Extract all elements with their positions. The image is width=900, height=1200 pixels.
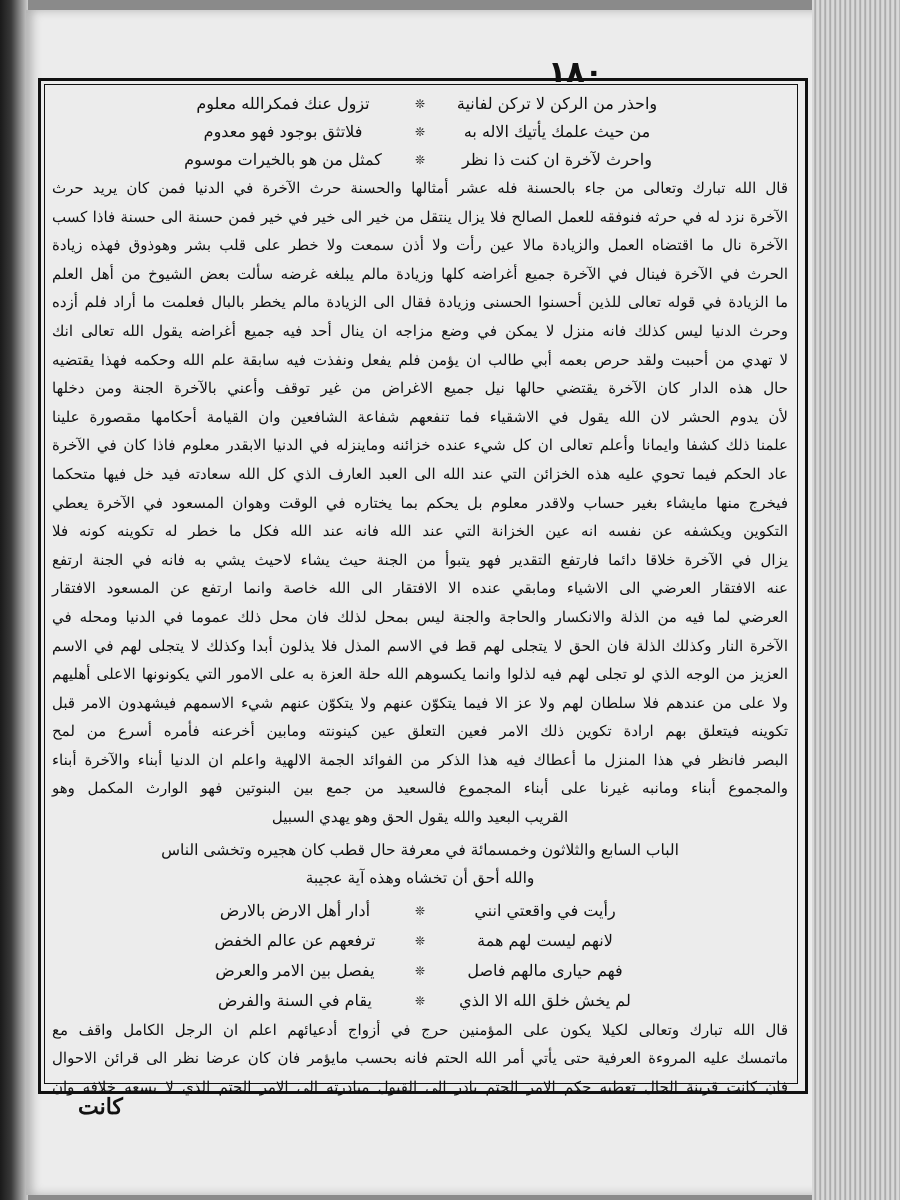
chapter-title-line-1: الباب السابع والثلاثون وخمسمائة في معرفة حال قطب كان هجيره وتخشى الناس: [161, 840, 679, 859]
text-line: ما الزيادة في قوله تعالى للذين أحسنوا الحسنى وزيادة فقال الى الزيادة مالم يخطر بالبال فعلمت ما أراد فلم أزده: [52, 293, 788, 312]
text-line: فان كانت قرينة الحال تعطيه حكم الامر الحتم بادر الى القبول مبادرته الى الامر الحتم الذي لا يسعه خلافه وان: [52, 1077, 788, 1096]
hemistich-right: واحرث لآخرة ان كنت ذا نظر: [462, 150, 652, 169]
chapter-heading: [52, 836, 788, 892]
prose-section-1: [52, 174, 788, 832]
text-line: القريب البعيد والله يقول الحق وهو يهدي السبيل: [271, 808, 569, 827]
verse-line: [52, 926, 788, 956]
chapter-title-line-2: والله أحق أن تخشاه وهذه آية عجيبة: [305, 868, 535, 887]
text-line: فيخرج منها مايشاء بغير حساب ولاقدر معلوم بل يحكم بما يختاره في الوقت وهوان المسعود في الآخرة يعطي: [52, 493, 788, 512]
text-line: لا تهدي من أحببت ولقد حرص بعمه أبي طالب ان يؤمن فلم يفعل ونفذت فيه سابقة علم الله وحكمه فهذا يقتضيه: [52, 350, 788, 369]
text-line: عنه الافتقار العرضي الى الاشياء ومابقي عنده الا الافتقار الى الله خاصة وانما ارتفع عن المسعود الافتقار: [52, 579, 788, 598]
prose-section-2: [52, 1016, 788, 1102]
hemistich-left: كمثل من هو بالخيرات موسوم: [184, 150, 382, 169]
text-line: الآخرة النار وكذلك الذلة فان الحق لا يتجلى لهم قط في الاسم المذل فلا يذلون أبدا وكذلك لا يتجلى لهم في الاسم: [52, 636, 788, 655]
text-line: البصر فانظر في هذا المنزل ما أعطاك فيه هذا الذكر من الفوائد الجمة الالهية واعلم ان الدنيا أبناء والآخرة أبناء: [52, 750, 788, 769]
hemistich-right: لم يخش خلق الله الا الذي: [459, 990, 631, 1010]
verse-separator: ❊: [414, 97, 426, 111]
hemistich-left: أدار أهل الارض بالارض: [219, 900, 371, 920]
verse-line: [52, 986, 788, 1016]
text-line: قال الله تبارك وتعالى من جاء بالحسنة فله عشر أمثالها والحسنة حرث الآخرة في الدنيا فمن كان يريد حرث: [52, 179, 788, 197]
text-block: [52, 90, 788, 1096]
text-line: التكوين ويكشفه عن نفسه انه عين الخزانة التي عند الله فانه عند الله فكل ما خطر له تكوينه كونه فلا: [52, 522, 788, 541]
hemistich-left: تزول عنك فمكرالله معلوم: [196, 94, 370, 113]
verse-line: [52, 118, 788, 146]
text-line: الحرث في الآخرة فينال في الآخرة جميع أغراضه كلها وزيادة مالم يبلغه غرضه سألت بعض الشيوخ من أهل العلم: [52, 264, 788, 283]
text-line: يزال في الآخرة خلاقا دائما فارتفع التقدير فهو يتبوأ من الجنة حيث يشاء لاحيث يشي به فانه في الجنة ارتفع: [52, 550, 788, 569]
verses-top: [52, 90, 788, 174]
verse-line: [52, 896, 788, 926]
text-line: الآخرة نال ما اقتضاه العمل والزيادة مالا عين رأت ولا أذن سمعت ولا خطر على قلب بشر وهوذوق فهذه زيادة: [52, 236, 788, 255]
page-stack-edges: [812, 0, 900, 1200]
text-line: ولا على من عندهم فلا سلطان لهم ولا عز الا فيما يتكوّن عنهم ولا يتكوّن عنهم شيء الاسمهم فيشهدون الامر قبل: [52, 693, 788, 712]
verse-separator: ❊: [414, 933, 426, 948]
text-line: عاد الحكم فيما تحوي عليه هذه الخزائن التي عند الله الى العبد العارف الذي كل الله سعادته فيد خل فيها متحكما: [52, 464, 788, 483]
verse-separator: ❊: [414, 125, 426, 139]
text-line: والمجموع أبناء ومانبه غيرنا على أبناء المجموع فالسعيد من جمع بين البنوتين فهو الوارث المكمل وهو: [52, 779, 788, 798]
text-line: تكوينه فيتعلق بهم ارادة تكوين ذلك الامر فعين التعلق عين كينونته ومابين أخرعنه فأمره أسرع من لمح: [52, 722, 788, 741]
text-line: لأن يدوم الحشر لان الله يقول في الاشقياء فما تنفعهم شفاعة الشافعين وان القيامة أحكامها مقصورة علينا: [52, 407, 788, 426]
text-line: ماتمسك عليه المروءة العرفية حتى يأتي أمر الله الحتم فانه بحسب مايؤمر فان كان عرضا نظر الى قرائن الاحوال: [52, 1049, 788, 1068]
text-line: وحرث الدنيا ليس كذلك فانه منزل لا يمكن في وضع مزاجه ان ينال أحد فيه جميع أغراضه يقول الله تعالى انك: [52, 321, 788, 340]
hemistich-left: يقام في السنة والفرض: [218, 990, 372, 1010]
verse-separator: ❊: [414, 993, 426, 1008]
text-line: العزيز من الوجه الذي لو تجلى لهم فيه لذلوا وانما يكسوهم الله حلة العزة به على الامور التي يكونونها الاعلى أهليهم: [52, 665, 788, 684]
verse-line: [52, 90, 788, 118]
left-page-edge: [0, 0, 28, 1200]
hemistich-right: لانهم ليست لهم همة: [477, 930, 613, 950]
verse-line: [52, 956, 788, 986]
verse-separator: ❊: [414, 963, 426, 978]
verses-bottom: [52, 896, 788, 1016]
hemistich-right: واحذر من الركن لا تركن لفانية: [456, 94, 658, 113]
catchword: كانت: [78, 1094, 123, 1120]
text-line: علمنا ذلك كشفا وايمانا وأعلم تعالى ان كل شيء عنده خزائنه وماينزله في الدنيا الابقدر معلوم فاذا كان في الآخرة: [52, 436, 788, 455]
verse-separator: ❊: [414, 153, 426, 167]
hemistich-right: فهم حيارى مالهم فاصل: [467, 960, 623, 980]
text-line: الآخرة نزد له في حرثه فنوفقه للعمل الصالح فلا يزال ينتقل من خير الى خير في خير فمن حسنة الى حسنة فاذا كسب: [52, 207, 788, 226]
text-line: حال هذه الدار كان الآخرة يقتضي حالها نيل جميع الاغراض من غير توقف وأعني بالآخرة الجنة ومن دخلها: [52, 379, 788, 398]
verse-separator: ❊: [414, 903, 426, 918]
text-line: العرضي لما فيه من الذلة والانكسار والحاجة والجنة ليس بمحل لذلك فان محل ذلك عموما في الدنيا ومحله في: [52, 607, 788, 626]
text-line: قال الله تبارك وتعالى لكيلا يكون على المؤمنين حرج في أزواج أدعيائهم اعلم ان الرجل الكامل واقف مع: [52, 1020, 788, 1039]
hemistich-right: من حيث علمك يأتيك الاله به: [463, 122, 651, 141]
hemistich-left: يفصل بين الامر والعرض: [215, 960, 375, 980]
hemistich-left: فلاتثق بوجود فهو معدوم: [203, 122, 363, 141]
hemistich-left: ترفعهم عن عالم الخفض: [214, 930, 376, 950]
hemistich-right: رأيت في واقعتي انني: [474, 900, 616, 920]
page-number: ١٨٠: [548, 55, 603, 90]
verse-line: [52, 146, 788, 174]
